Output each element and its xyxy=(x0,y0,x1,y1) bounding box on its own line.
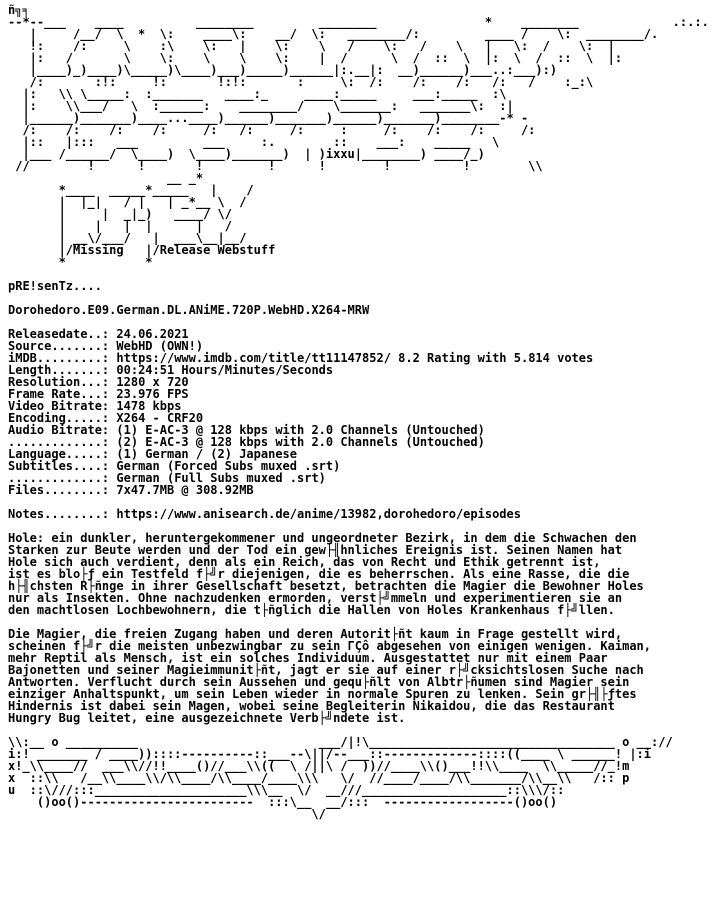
info-key: Encoding.....: xyxy=(8,411,110,425)
nfo-document xyxy=(8,4,709,820)
info-value: X264 - CRF20 xyxy=(116,411,204,425)
footer-ascii-art: \\:__ o __________ ___/|!\__________________________________ o __:// i:! _______ / ____))::::----------::___--\||/--___::-------------::::((____ \ ______! |:i x!_\\____// ___\\//!!____()//___\\(( \ /||\ / ))//____\\()___!!\\____ \\_____//_!m x ::\\ /__\\____\\/\\____/\\____/____\\\ \/ //____/____/\\_______/\\__\\ /:: p u ::\///:::_____________________\\\__ \/ __///____________________::\\\/:: ()oo()------------------------ :::\__ __/::: ------------------()oo() \/ xyxy=(8,735,673,821)
notes-key: Notes........: xyxy=(8,507,110,521)
info-value: https://www.imdb.com/title/tt11147852/ 8.2 Rating with 5.814 votes xyxy=(116,351,594,365)
info-value: 1280 x 720 xyxy=(116,375,189,389)
info-key: Video Bitrate: xyxy=(8,399,110,413)
info-key: Resolution...: xyxy=(8,375,110,389)
info-key: Frame Rate...: xyxy=(8,387,110,401)
info-value: 1478 kbps xyxy=(116,399,182,413)
info-value: German (Forced Subs muxed .srt) xyxy=(116,459,341,473)
info-value: 7x47.7MB @ 308.92MB xyxy=(116,483,254,497)
info-key: .............: xyxy=(8,471,110,485)
group-ascii-logo: __ _* *____ _____*_____ | / | |_| / | | _*__ \ / | | _|_) ____/ \/ | | | | | / | __\/___/ | ___\__|__/ |/Missing |/Release Webstuff * * xyxy=(58,171,276,269)
info-key: Subtitles....: xyxy=(8,459,110,473)
info-key: Releasedate..: xyxy=(8,327,110,341)
info-key: iMDB.........: xyxy=(8,351,110,365)
info-value: 24.06.2021 xyxy=(116,327,189,341)
info-key: Source.......: xyxy=(8,339,110,353)
info-key: .............: xyxy=(8,435,110,449)
info-key: Audio Bitrate: xyxy=(8,423,110,437)
info-value: WebHD (OWN!) xyxy=(116,339,204,353)
info-row xyxy=(8,483,254,497)
info-value: (1) German / (2) Japanese xyxy=(116,447,298,461)
info-value: German (Full Subs muxed .srt) xyxy=(116,471,326,485)
synopsis-paragraph-1: Hole: ein dunkler, heruntergekommener und ungeordneter Bezirk, in dem die Schwachen den Starken zur Beute werden und der Tod ein gew├╢hnliches Ereignis ist. Seinen Namen hat Hole sich auch verdient, denn als ein Reich, das von Recht und Ethik getrennt ist, ist es blo├ƒ ein Testfeld f├╝r diejenigen, die es beherrschen. Als eine Rasse, die die h├╢chsten R├ñnge in ihrer Gesellschaft besetzt, betrachten die Magier die Bewohner Holes nur als Insekten. Ohne nachzudenken ermorden, verst├╝mmeln und experimentieren sie an den machtlosen Lochbewohnern, die t├ñglich die Hallen von Holes Krankenhaus f├╝llen. xyxy=(8,531,644,617)
info-value: 23.976 FPS xyxy=(116,387,189,401)
info-value: 00:24:51 Hours/Minutes/Seconds xyxy=(116,363,334,377)
info-key: Length.......: xyxy=(8,363,110,377)
presents-text: pRE!senTz.... xyxy=(8,279,102,293)
info-value: (1) E-AC-3 @ 128 kbps with 2.0 Channels (Untouched) xyxy=(116,423,485,437)
notes-link: https://www.anisearch.de/anime/13982,dorohedoro/episodes xyxy=(116,507,521,521)
banner-ascii-art: ñ╗╕ --*--___ ____ ________ ________ * ________ .:.:. | /__/ \ * \: ____\: __/ \: ________/: ____ / \: ________/. !: /: \ :\ \: | \: \ / \: / \ | \: / \: | |: / \ \: \ \ \: | / \ / :: \ |: \ / :: \ |: |____)_)____)\_____)\____)___)_____)______|:.__|: __)______)___..:___):) /: :!: !: !:!: : \: /: /: /: /: / :_:\ |: \\ \_____: :_______ ____:_ ____:_____ ___:_____ :\ |: \\___/ \ :______: ________/ \_______: _______\: :| |______)_______)____...____)______)_______)______)_______)________-* - /: /: /: /: /: /: /: : /: /: /: /: |:: |::: ___ ___ :. :: ___: _____ \ |___ /______/ \____) \____)_______) | )ixxu|________) ____/_) // ! ! ! ! ! ! ! \\ xyxy=(8,3,709,173)
synopsis-paragraph-2: Die Magier, die freien Zugang haben und deren Autorit├ñt kaum in Frage gestellt wird, scheinen f├╝r die meisten unbezwingbar zu sein ΓÇô abgesehen von einigen wenigen. Kaiman, mehr Reptil als Mensch, ist ein solches Individuum. Ausgestattet nur mit einem Paar Bajonetten und seiner Magieimmunit├ñt, jagt er sie auf einer r├╝cksichtslosen Suche nach Antworten. Verflucht durch sein Aussehen und gequ├ñlt von Albtr├ñumen sind Magier sein einziger Anhaltspunkt, um sein Leben wieder in normale Spuren zu lenken. Sein gr├╢├ƒtes Hindernis ist dabei sein Magen, wobei seine Begleiterin Nikaidou, die das Restaurant Hungry Bug leitet, eine ausgezeichnete Verb├╝ndete ist. xyxy=(8,627,651,725)
info-key: Files........: xyxy=(8,483,110,497)
release-info-block xyxy=(8,327,593,497)
info-key: Language.....: xyxy=(8,447,110,461)
release-name: Dorohedoro.E09.German.DL.ANiME.720P.WebHD.X264-MRW xyxy=(8,303,370,317)
info-value: (2) E-AC-3 @ 128 kbps with 2.0 Channels (Untouched) xyxy=(116,435,485,449)
notes-row xyxy=(8,507,521,521)
